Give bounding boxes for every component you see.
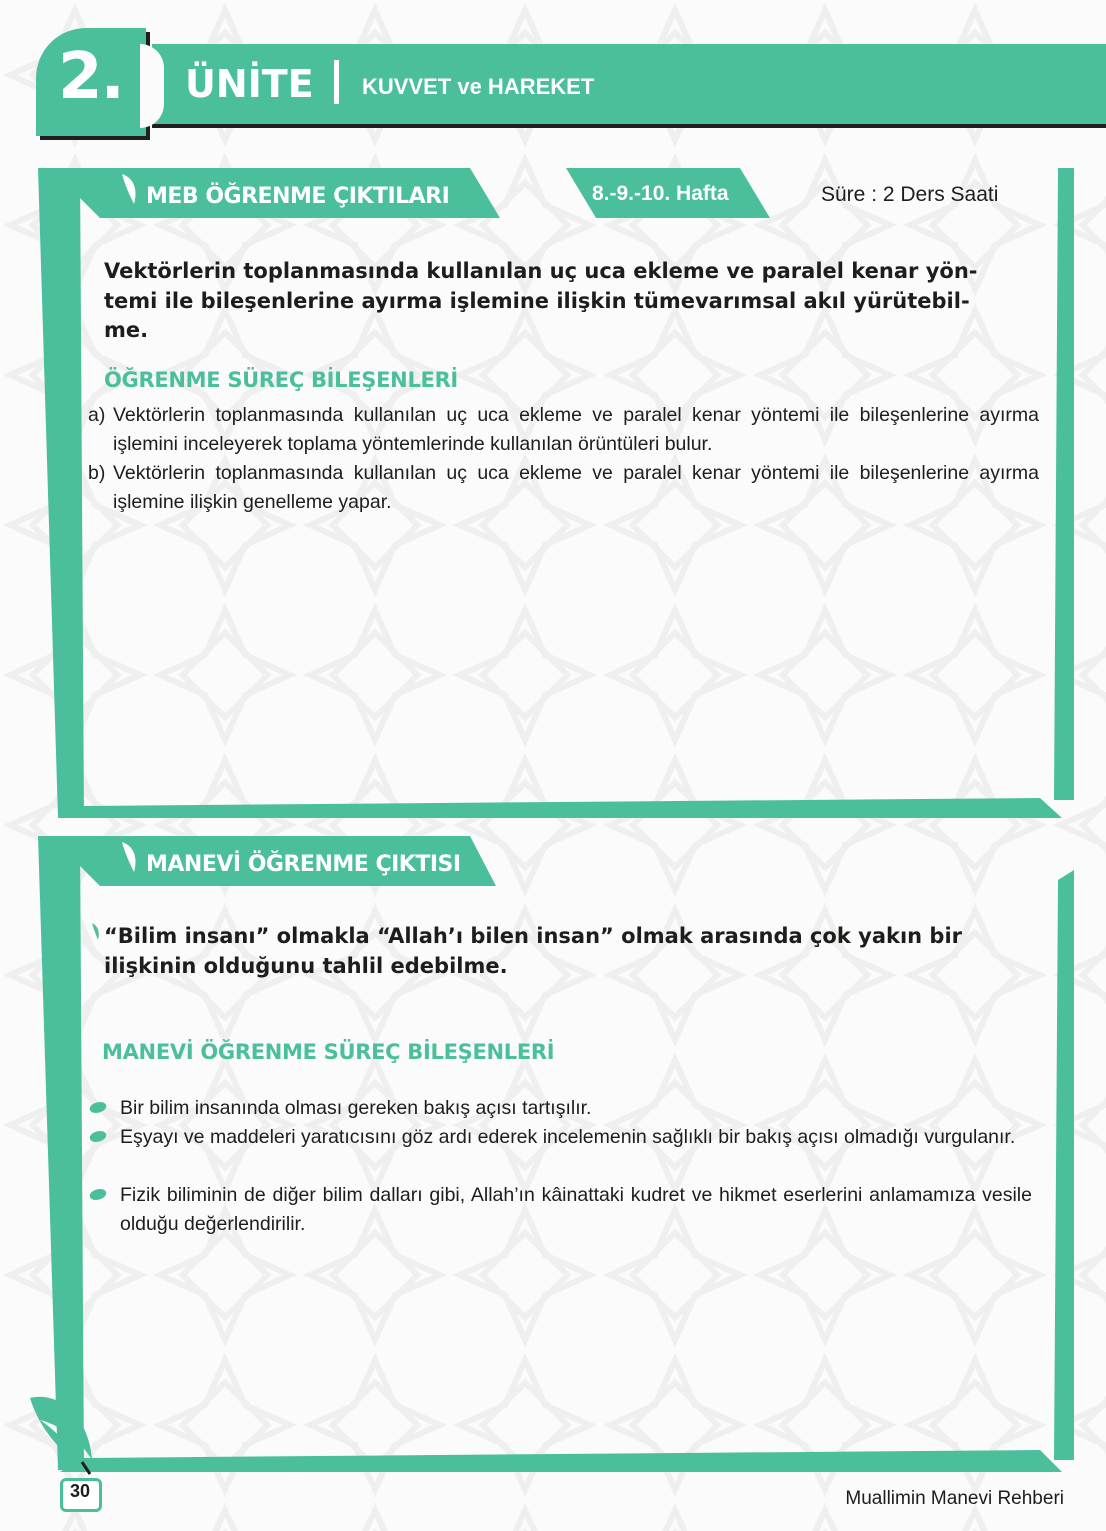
list-item <box>90 1181 1032 1239</box>
section2-process-heading: MANEVİ ÖĞRENME SÜREÇ BİLEŞENLERİ <box>102 1040 555 1064</box>
item-text: Vektörlerin toplanmasında kullanılan uç uca ekleme ve paralel kenar yöntemi ile bileşenlerine ayırma işlemini inceleyerek toplama yöntemlerinde kullanılan örüntüleri bulur. <box>113 404 1039 455</box>
section1-outcome <box>104 257 1024 346</box>
item-letter: b) <box>88 462 106 484</box>
frame2-right-border <box>1054 870 1074 1460</box>
small-quill-icon <box>90 922 102 942</box>
page-number: 30 <box>69 1481 91 1501</box>
unit-number: 2. <box>58 40 123 114</box>
bullet-text: Eşyayı ve maddeleri yaratıcısını göz ardı ederek incelemenin sağlıklı bir bakış açısı olmadığı vurgulanır. <box>120 1126 1016 1148</box>
list-item <box>90 1094 1032 1123</box>
process-item-b <box>88 459 1039 517</box>
frame2-bottom-border <box>60 1450 1062 1472</box>
week-label: 8.-9.-10. Hafta <box>592 182 729 205</box>
bullet-text: Bir bilim insanında olması gereken bakış açısı tartışılır. <box>120 1097 592 1119</box>
quill-icon <box>118 172 140 206</box>
section1-tab-label: MEB ÖĞRENME ÇIKTILARI <box>146 184 450 209</box>
bullet-text: Fizik biliminin de diğer bilim dalları gibi, Allah’ın kâinattaki kudret ve hikmet eserlerini anlamamıza vesile olduğu değerlendirilir. <box>120 1184 1032 1235</box>
bullet-list <box>90 1094 1032 1244</box>
outcome-line: temi ile bileşenlerine ayırma işlemine ilişkin tümevarımsal akıl yürütebil- <box>104 288 970 313</box>
frame2-left-border <box>38 836 84 1470</box>
frame1-bottom-border <box>60 798 1062 818</box>
book-title: Muallimin Manevi Rehberi <box>845 1488 1064 1509</box>
section2-outcome <box>104 922 1024 981</box>
duration-label: Süre : 2 Ders Saati <box>821 183 999 206</box>
item-letter: a) <box>88 404 106 426</box>
unit-label: ÜNİTE <box>185 62 314 106</box>
frame1-right-border <box>1054 168 1074 800</box>
section1-process-heading: ÖĞRENME SÜREÇ BİLEŞENLERİ <box>104 368 458 392</box>
process-item-a <box>88 401 1039 459</box>
quill-icon <box>118 840 140 874</box>
item-text: Vektörlerin toplanmasında kullanılan uç uca ekleme ve paralel kenar yöntemi ile bileşenlerine ayırma işlemine ilişkin genelleme yapar. <box>113 462 1039 513</box>
outcome-line: Vektörlerin toplanmasında kullanılan uç uca ekleme ve paralel kenar yön- <box>104 259 978 283</box>
frame1-left-border <box>38 168 84 818</box>
section2-tab-label: MANEVİ ÖĞRENME ÇIKTISI <box>146 852 461 877</box>
outcome-line: “Bilim insanı” olmakla “Allah’ı bilen insan” olmak arasında çok yakın bir <box>104 924 963 948</box>
list-item <box>90 1123 1032 1152</box>
unit-title: KUVVET ve HAREKET <box>362 74 595 99</box>
outcome-line: ilişkinin olduğunu tahlil edebilme. <box>104 953 508 978</box>
outcome-line: me. <box>104 318 149 342</box>
